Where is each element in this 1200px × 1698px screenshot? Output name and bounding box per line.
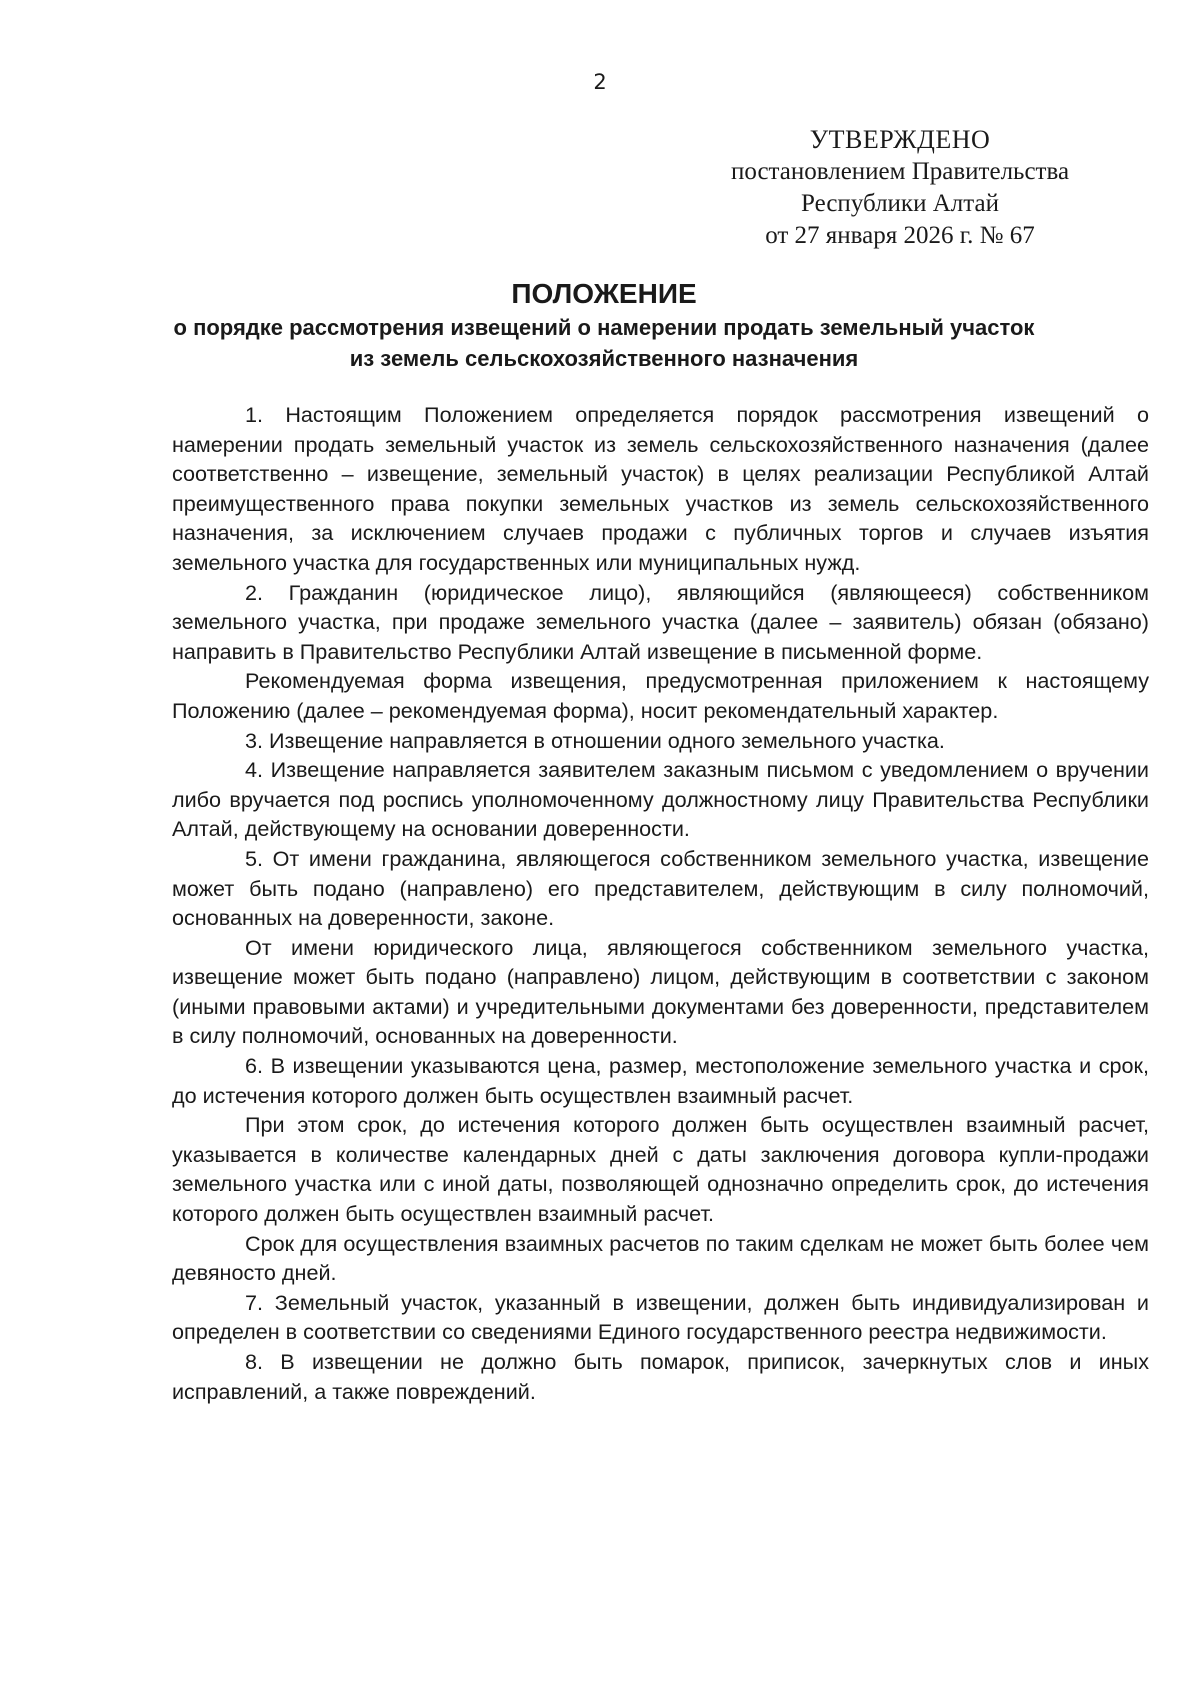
paragraph-4: 4. Извещение направляется заявителем заказным письмом с уведомлением о вручении либо вручается под роспись уполномоченному должностному лицу Правительства Республики Алтай, действующему на основании доверенности. [172, 757, 1149, 842]
document-title [160, 276, 1048, 374]
approval-stamp [700, 124, 1100, 252]
title-subtitle: о порядке рассмотрения извещений о намерении продать земельный участок [173, 315, 1035, 340]
paragraph-6-continued: При этом срок, до истечения которого должен быть осуществлен взаимный расчет, указывается в количестве календарных дней с даты заключения договора купли-продажи земельного участка или с иной даты, позволяющей однозначно определить срок, до истечения которого должен быть осуществлен взаимный расчет. [172, 1112, 1149, 1227]
approval-date: от 27 января 2026 г. № 67 [765, 222, 1035, 249]
paragraph-6-term: Срок для осуществления взаимных расчетов по таким сделкам не может быть более чем девяносто дней. [172, 1230, 1149, 1286]
approval-line: Республики Алтай [801, 190, 999, 217]
paragraph-6: 6. В извещении указываются цена, размер, местоположение земельного участка и срок, до истечения которого должен быть осуществлен взаимный расчет. [172, 1053, 1149, 1108]
paragraph-2-note: Рекомендуемая форма извещения, предусмотренная приложением к настоящему Положению (далее – рекомендуемая форма), носит рекомендательный характер. [172, 668, 1149, 723]
paragraph-2: 2. Гражданин (юридическое лицо), являющийся (являющееся) собственником земельного участка, при продаже земельного участка (далее – заявитель) обязан (обязано) направить в Правительство Республики Алтай извещение в письменной форме. [172, 579, 1149, 664]
paragraph-7: 7. Земельный участок, указанный в извещении, должен быть индивидуализирован и определен в соответствии со сведениями Единого государственного реестра недвижимости. [172, 1289, 1149, 1345]
paragraph-5-continued: От имени юридического лица, являющегося собственником земельного участка, извещение может быть подано (направлено) лицом, действующим в соответствии с законом (иными правовыми актами) и учредительными документами без доверенности, представителем в силу полномочий, основанных на доверенности. [172, 934, 1149, 1049]
paragraph-5: 5. От имени гражданина, являющегося собственником земельного участка, извещение может быть подано (направлено) его представителем, действующим в силу полномочий, основанных на доверенности, законе. [172, 845, 1149, 931]
approval-heading: УТВЕРЖДЕНО [809, 125, 991, 154]
paragraph-8: 8. В извещении не должно быть помарок, приписок, зачеркнутых слов и иных исправлений, а также повреждений. [172, 1349, 1149, 1404]
title-subtitle: из земель сельскохозяйственного назначения [349, 346, 859, 371]
title-main: ПОЛОЖЕНИЕ [511, 278, 697, 309]
approval-line: постановлением Правительства [730, 158, 1070, 185]
page-number: 2 [593, 70, 607, 94]
document-body [172, 400, 1149, 1406]
paragraph-3: 3. Извещение направляется в отношении одного земельного участка. [245, 727, 945, 753]
paragraph-1: 1. Настоящим Положением определяется порядок рассмотрения извещений о намерении продать земельный участок из земель сельскохозяйственного назначения (далее соответственно – извещение, земельный участок) в целях реализации Республикой Алтай преимущественного права покупки земельных участков из земель сельскохозяйственного назначения, за исключением случаев продажи с публичных торгов и случаев изъятия земельного участка для государственных или муниципальных нужд. [172, 402, 1149, 575]
